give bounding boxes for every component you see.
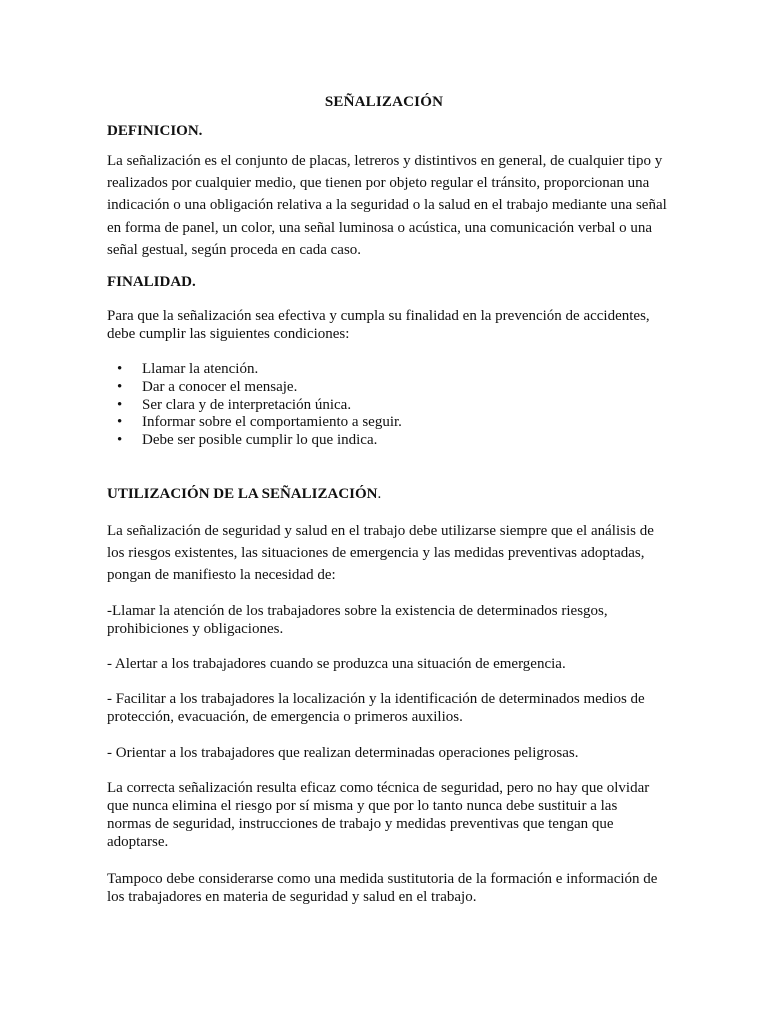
text-line: debe cumplir las siguientes condiciones: [107,326,350,342]
correcta-paragraph [107,779,667,851]
bullet-icon: • [117,361,123,377]
text-line: realizados por cualquier medio, que tienen por objeto regular el tránsito, proporcionan una [107,175,650,192]
utilizacion-intro [107,520,667,587]
utilizacion-item-1 [107,602,667,638]
text-line: en forma de panel, un color, una señal luminosa o acústica, una comunicación verbal o una [107,219,653,236]
finalidad-intro [107,307,667,343]
text-line: los trabajadores en materia de seguridad y salud en el trabajo. [107,889,477,905]
bullet-icon: • [117,378,123,395]
list-item-text: Informar sobre el comportamiento a seguir. [142,414,402,431]
list-item-text: Llamar la atención. [142,361,259,377]
text-line: -Llamar la atención de los trabajadores sobre la existencia de determinados riesgos, [107,603,608,619]
bullet-icon: • [117,414,123,431]
heading-finalidad: FINALIDAD. [107,274,196,290]
bullet-icon: • [117,432,123,449]
text-line: que nunca elimina el riesgo por sí misma y que por lo tanto nunca debe sustituir a las [107,798,618,814]
tampoco-paragraph [107,870,667,906]
text-line: La señalización de seguridad y salud en el trabajo debe utilizarse siempre que el análisis de [107,523,654,539]
text-line: indicación o una obligación relativa a la seguridad o la salud en el trabajo mediante una señal [107,197,667,214]
bullet-icon: • [117,396,123,413]
text-line: La señalización es el conjunto de placas, letreros y distintivos en general, de cualquier tipo y [107,153,663,169]
text-line: protección, evacuación, de emergencia o primeros auxilios. [107,709,463,725]
text-line: - Facilitar a los trabajadores la localización y la identificación de determinados medios de [107,691,645,707]
list-item [107,432,402,450]
definicion-paragraph [107,150,667,261]
list-item [107,379,402,397]
text-line: los riesgos existentes, las situaciones de emergencia y las medidas preventivas adoptadas, [107,545,645,562]
text-line: La correcta señalización resulta eficaz como técnica de seguridad, pero no hay que olvidar [107,780,650,796]
text-line: prohibiciones y obligaciones. [107,621,284,637]
text-line: normas de seguridad, instrucciones de trabajo y medidas preventivas que tengan que [107,816,614,832]
utilizacion-item-4: - Orientar a los trabajadores que realizan determinadas operaciones peligrosas. [107,745,579,761]
list-item-text: Ser clara y de interpretación única. [142,396,352,413]
text-line: adoptarse. [107,834,169,850]
list-item [107,361,402,379]
conditions-list [107,361,402,450]
text-line: señal gestual, según proceda en cada caso. [107,241,362,258]
list-item [107,397,402,415]
document-title: SEÑALIZACIÓN [324,94,444,110]
heading-definicion: DEFINICION. [107,123,203,139]
text-line: Para que la señalización sea efectiva y cumpla su finalidad en la prevención de accidentes, [107,308,650,324]
list-item-text: Debe ser posible cumplir lo que indica. [142,432,378,449]
text-line: Tampoco debe considerarse como una medida sustitutoria de la formación e información de [107,871,658,887]
utilizacion-item-3 [107,690,667,726]
list-item [107,414,402,432]
heading-utilizacion-text: UTILIZACIÓN DE LA SEÑALIZACIÓN [107,486,378,502]
heading-utilizacion [107,485,381,503]
utilizacion-item-2: - Alertar a los trabajadores cuando se produzca una situación de emergencia. [107,656,566,672]
text-line: pongan de manifiesto la necesidad de: [107,567,336,584]
heading-utilizacion-suffix: . [377,486,382,502]
list-item-text: Dar a conocer el mensaje. [142,378,298,395]
